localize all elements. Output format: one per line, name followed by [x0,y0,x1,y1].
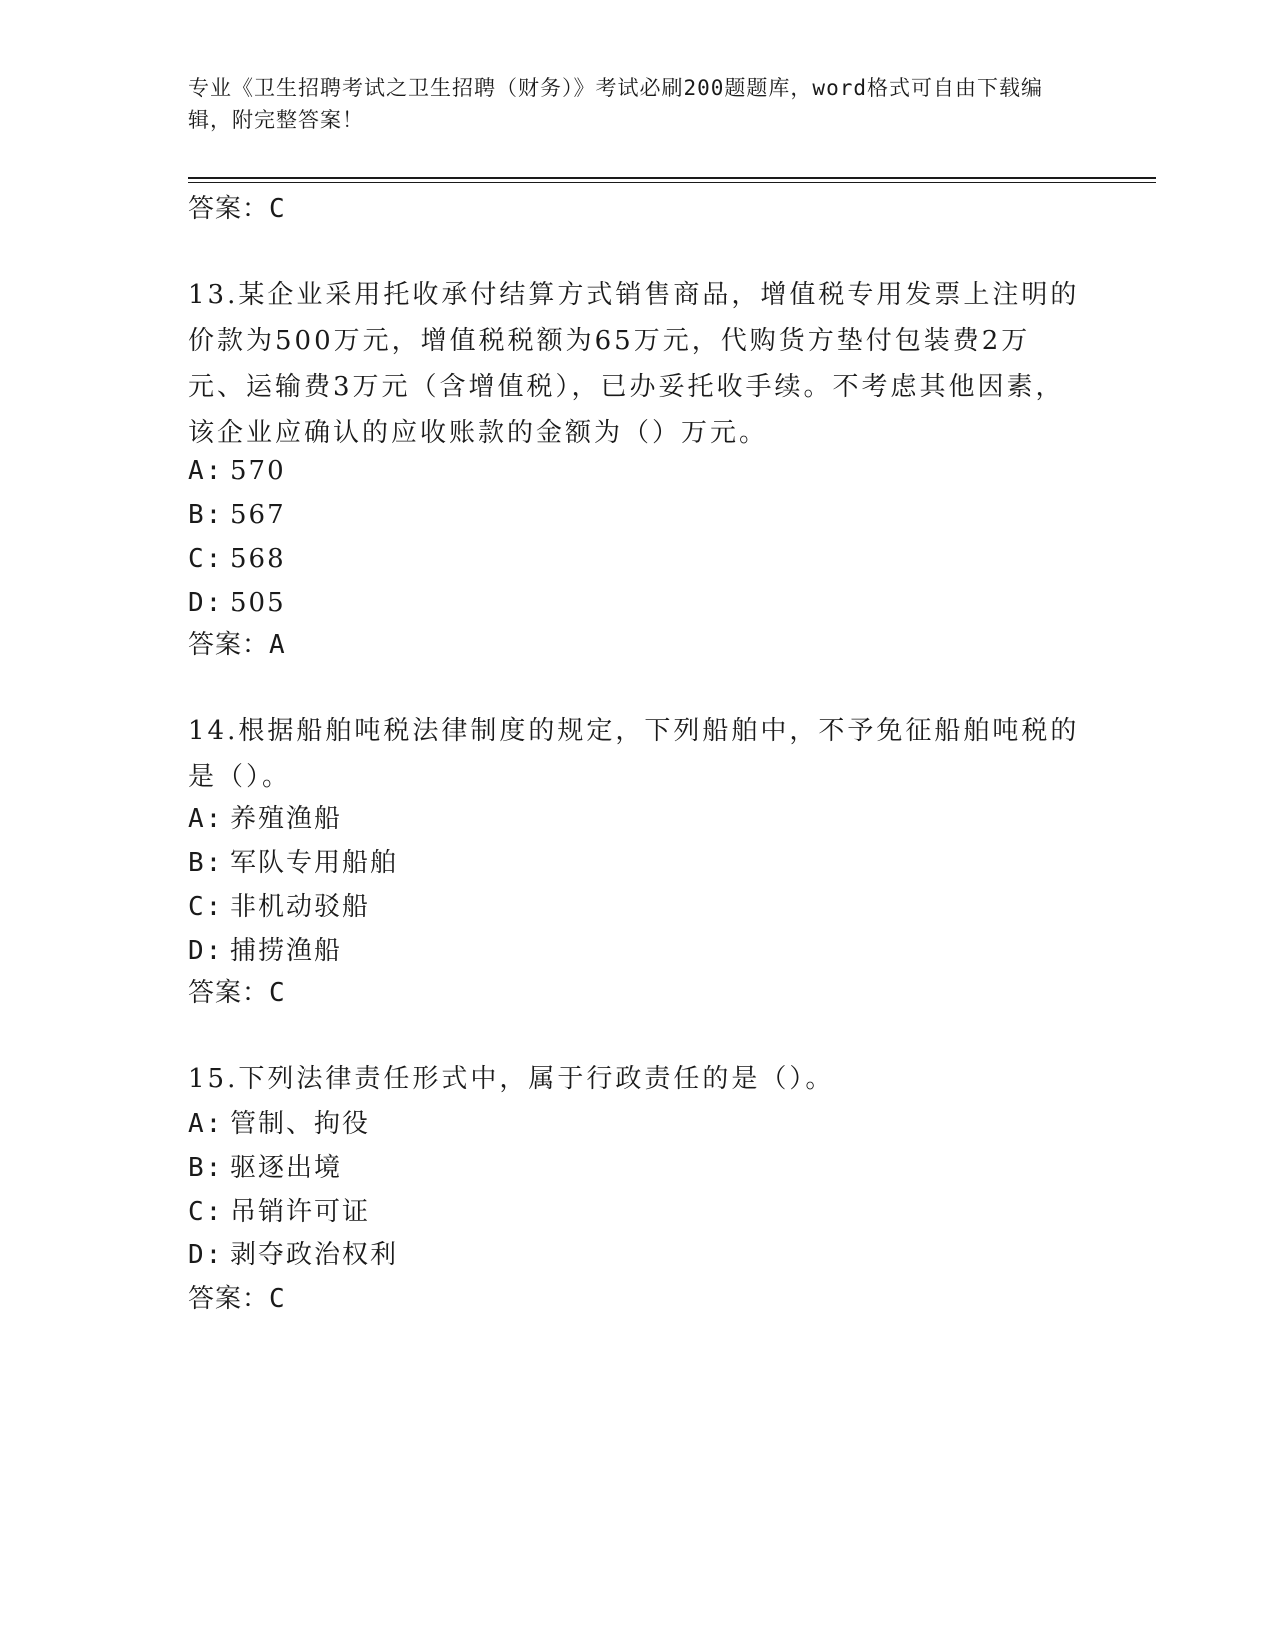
option-key: A: [188,1109,224,1139]
answer-prefix: 答案： [188,978,270,1008]
question-14 [188,708,1088,800]
option-text: 管制、拘役 [230,1109,371,1139]
option-key: B: [188,1153,224,1183]
answer-value: C [269,978,286,1008]
option-15-a [188,1107,370,1141]
header-rule-thick [188,177,1156,179]
option-15-d [188,1238,398,1272]
option-15-b [188,1151,342,1185]
question-13 [188,272,1088,456]
question-15 [188,1056,1088,1102]
option-text: 570 [230,456,286,486]
option-13-c [188,542,286,576]
option-14-d [188,934,342,968]
option-text: 非机动驳船 [230,892,371,922]
answer-prefix: 答案： [188,630,270,660]
option-key: D: [188,936,224,966]
option-key: C: [188,892,224,922]
answer-line-12 [188,192,286,226]
answer-value: A [269,630,286,660]
option-13-a [188,454,286,488]
option-key: D: [188,1240,224,1270]
answer-line-13 [188,628,286,662]
option-text: 505 [230,588,286,618]
header-rule-thin [188,182,1156,183]
option-key: D: [188,588,224,618]
option-text: 吊销许可证 [230,1197,371,1227]
option-text: 养殖渔船 [230,804,343,834]
option-13-b [188,498,286,532]
option-text: 567 [230,500,286,530]
answer-prefix: 答案： [188,1284,270,1314]
answer-line-14 [188,976,286,1010]
question-number: 13. [188,280,239,310]
option-text: 捕捞渔船 [230,936,343,966]
option-text: 剥夺政治权利 [230,1240,399,1270]
option-key: A: [188,456,224,486]
option-15-c [188,1195,370,1229]
option-key: B: [188,500,224,530]
question-text: 根据船舶吨税法律制度的规定，下列船舶中，不予免征船舶吨税的是（）。 [188,716,1080,792]
answer-value: C [269,1284,286,1314]
question-text: 下列法律责任形式中，属于行政责任的是（）。 [238,1064,835,1094]
answer-line-15 [188,1282,286,1316]
question-number: 15. [188,1064,239,1094]
option-text: 驱逐出境 [230,1153,343,1183]
answer-value: C [269,194,286,224]
question-number: 14. [188,716,239,746]
option-14-b [188,846,398,880]
document-header: 专业《卫生招聘考试之卫生招聘（财务）》考试必刷200题题库，word格式可自由下载编辑，附完整答案！ [188,76,1043,132]
option-text: 568 [230,544,286,574]
option-text: 军队专用船舶 [230,848,399,878]
answer-prefix: 答案： [188,194,270,224]
option-key: A: [188,804,224,834]
option-14-c [188,890,370,924]
option-13-d [188,586,286,620]
option-key: C: [188,544,224,574]
option-14-a [188,802,342,836]
option-key: C: [188,1197,224,1227]
question-text: 某企业采用托收承付结算方式销售商品，增值税专用发票上注明的价款为500万元，增值税税额为65万元，代购货方垫付包装费2万元、运输费3万元（含增值税），已办妥托收手续。不考虑其他因素，该企业应确认的应收账款的金额为（）万元。 [188,280,1080,448]
option-key: B: [188,848,224,878]
